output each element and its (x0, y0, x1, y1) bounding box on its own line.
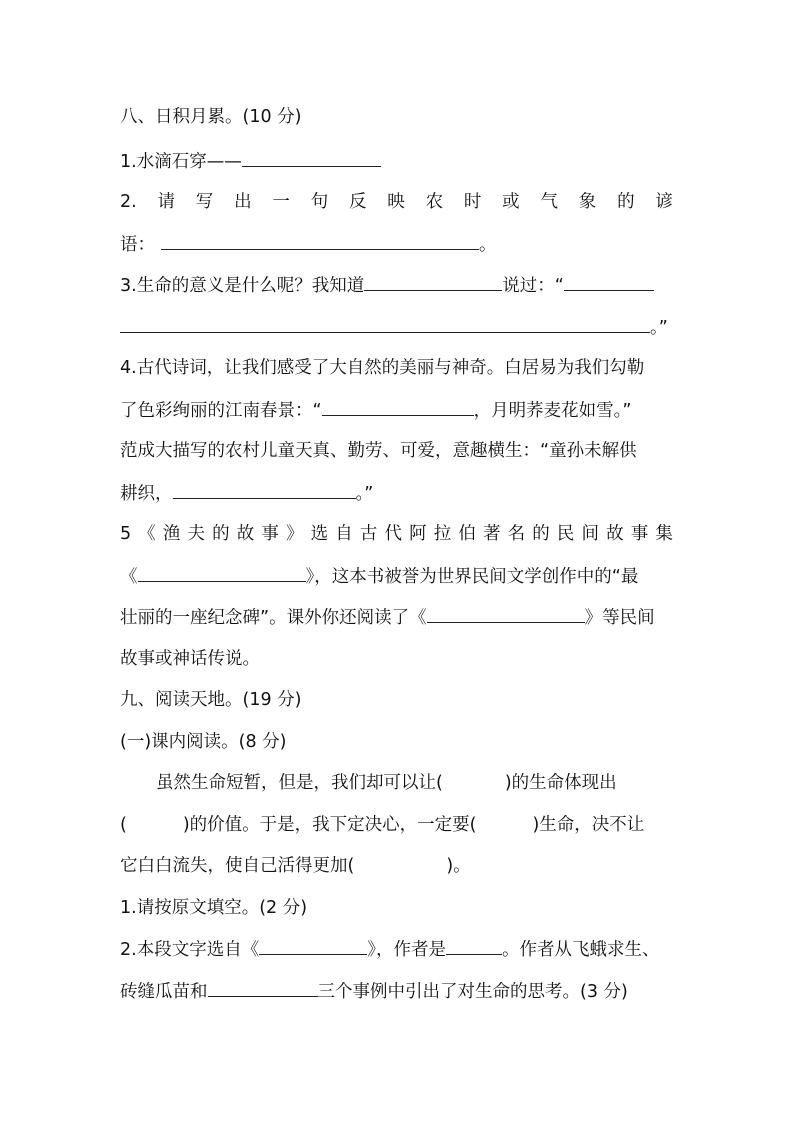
s8-q5-line2 (120, 563, 638, 590)
s8-q2-line1-char: 写 (195, 192, 214, 212)
s8-q5-line1-char: 故 (606, 524, 624, 544)
s8-q2-line1-char: 气 (540, 192, 558, 212)
s9-question-2-line2 (120, 978, 628, 1005)
s8-q4-line3: 范成大描写的农村儿童天真、勤劳、可爱，意趣横生：“童孙未解供 (120, 441, 637, 461)
s8-q5-line1-char: 》 (286, 524, 304, 544)
s8-q2-prefix: 语： (120, 235, 155, 255)
s8-q2-line1-char: 的 (617, 192, 635, 212)
s8-q5-line1-char: 选 (310, 524, 329, 544)
s8-q5-line1 (120, 521, 673, 547)
s9-para-l3-a: 它白白流失，使自己活得更加( (120, 856, 355, 876)
s8-q5-other-book-blank[interactable] (427, 604, 585, 623)
s8-q1-answer-blank[interactable] (242, 148, 381, 167)
s8-q5-line3 (120, 604, 655, 631)
s8-q3-end: 。” (650, 318, 668, 338)
s9-q2-title-blank[interactable] (259, 936, 367, 955)
s9-q2-d: 砖缝瓜苗和 (120, 982, 208, 1002)
s8-q2-line1-char: 映 (387, 192, 405, 212)
s8-q5-line1-char: 的 (212, 524, 230, 544)
s8-q5-line1-char: 5 (120, 524, 132, 544)
s8-question-2-line1 (120, 189, 673, 215)
s8-q2-line1-char: 请 (157, 192, 175, 212)
s8-q5-line1-char: 阿 (409, 524, 427, 544)
s8-q5-line1-char: 拉 (433, 524, 452, 544)
s9-para-l2-c: )生命，决不让 (532, 815, 645, 835)
s8-q2-line1-char: 象 (578, 192, 597, 212)
s9-sub-heading: (一)课内阅读。(8 分) (120, 732, 287, 752)
s8-question-2-line2 (120, 231, 497, 258)
s9-para-l1-b: )的生命体现出 (504, 773, 617, 793)
s8-q5-line1-char: 集 (655, 524, 673, 544)
s8-q4-line2 (120, 397, 631, 424)
s8-q5-book-blank[interactable] (138, 563, 306, 582)
s9-question-2-line1 (120, 936, 659, 963)
s8-q5-line1-char: 的 (532, 524, 550, 544)
s8-q5-line1-char: 事 (630, 524, 649, 544)
s9-para-l1-a: 虽然生命短暂，但是，我们却可以让( (156, 773, 443, 793)
s8-q4-line4 (120, 480, 373, 507)
s8-q4-line4-pre: 耕织， (120, 484, 173, 504)
s8-q5-line1-char: 《 (138, 524, 156, 544)
s8-q3-text: 3.生命的意义是什么呢？我知道 (120, 276, 365, 296)
s9-q2-b: 》，作者是 (367, 940, 446, 960)
s9-para-line2 (120, 812, 644, 838)
s8-q2-line1-char: 谚 (655, 192, 673, 212)
s9-q2-example-blank[interactable] (208, 978, 318, 997)
s8-q5-line1-char: 事 (261, 524, 279, 544)
s8-q3-quote-blank-1[interactable] (564, 272, 654, 291)
s9-para-l2-b: )的价值。于是，我下定决心，一定要( (182, 815, 477, 835)
s8-q2-line1-char: 一 (272, 192, 290, 212)
s8-q5-line1-char: 夫 (187, 524, 206, 544)
s8-q4-line4-post: 。” (355, 484, 374, 504)
section-9-title: 九、阅读天地。(19 分) (120, 690, 302, 710)
s8-q2-line1-char: 2. (120, 192, 137, 212)
s8-question-3-line1 (120, 272, 654, 299)
s8-q2-suffix: 。 (479, 235, 497, 255)
s8-q5-line1-char: 自 (335, 524, 353, 544)
s8-q5-line3-pre: 壮丽的一座纪念碑”。课外你还阅读了《 (120, 608, 427, 628)
s8-q5-line1-char: 民 (556, 524, 575, 544)
s8-q2-answer-blank[interactable] (161, 231, 479, 250)
s8-question-3-line2 (120, 314, 668, 341)
s8-q4-line2-post: ，月明荞麦花如雪。” (473, 401, 632, 421)
s8-q5-line1-char: 间 (581, 524, 600, 544)
s9-q2-author-blank[interactable] (446, 936, 502, 955)
s8-q5-line3-post: 》等民间 (584, 608, 655, 628)
s8-q5-line2-post: 》，这本书被誉为世界民间文学创作中的“最 (305, 567, 639, 587)
s8-q2-line1-char: 出 (234, 192, 252, 212)
s8-q5-line1-char: 代 (384, 524, 403, 544)
s9-para-line1 (156, 770, 617, 796)
s9-para-l3-b: )。 (446, 856, 471, 876)
s8-question-1 (120, 148, 381, 175)
s8-q2-line1-char: 农 (425, 192, 444, 212)
s8-q5-line1-char: 著 (483, 524, 501, 544)
s9-q2-e: 三个事例中引出了对生命的思考。(3 分) (317, 982, 628, 1002)
s8-q5-line1-char: 渔 (162, 524, 181, 544)
s8-q4-line1: 4.古代诗词，让我们感受了大自然的美丽与神奇。白居易为我们勾勒 (120, 358, 645, 378)
s8-q2-line1-char: 或 (502, 192, 520, 212)
s8-q3-author-blank[interactable] (364, 272, 502, 291)
s8-q5-line1-char: 故 (236, 524, 255, 544)
s8-q2-line1-char: 时 (463, 192, 482, 212)
s8-q1-text: 1.水滴石穿—— (120, 152, 242, 172)
s8-q5-line1-char: 伯 (458, 524, 476, 544)
s8-q3-mid: 说过：“ (502, 276, 564, 296)
s9-q2-c: 。作者从飞蛾求生、 (501, 940, 660, 960)
s8-q5-line1-char: 名 (507, 524, 526, 544)
s8-q5-line4: 故事或神话传说。 (120, 649, 260, 669)
s9-para-line3 (120, 853, 471, 879)
s8-q4-line2-pre: 了色彩绚丽的江南春景：“ (120, 401, 322, 421)
section-8-title: 八、日积月累。(10 分) (120, 107, 302, 127)
s8-q5-line2-pre: 《 (120, 567, 138, 587)
s9-q2-a: 2.本段文字选自《 (120, 940, 260, 960)
s8-q4-answer-blank-2[interactable] (173, 480, 356, 499)
s8-q2-line1-char: 句 (310, 192, 329, 212)
s8-q5-line1-char: 古 (359, 524, 378, 544)
s8-q2-line1-char: 反 (348, 192, 367, 212)
s8-q4-answer-blank-1[interactable] (322, 397, 474, 416)
s8-q3-quote-blank-2[interactable] (120, 314, 650, 333)
s9-para-l2-a: ( (120, 815, 127, 835)
s9-question-1: 1.请按原文填空。(2 分) (120, 898, 308, 918)
